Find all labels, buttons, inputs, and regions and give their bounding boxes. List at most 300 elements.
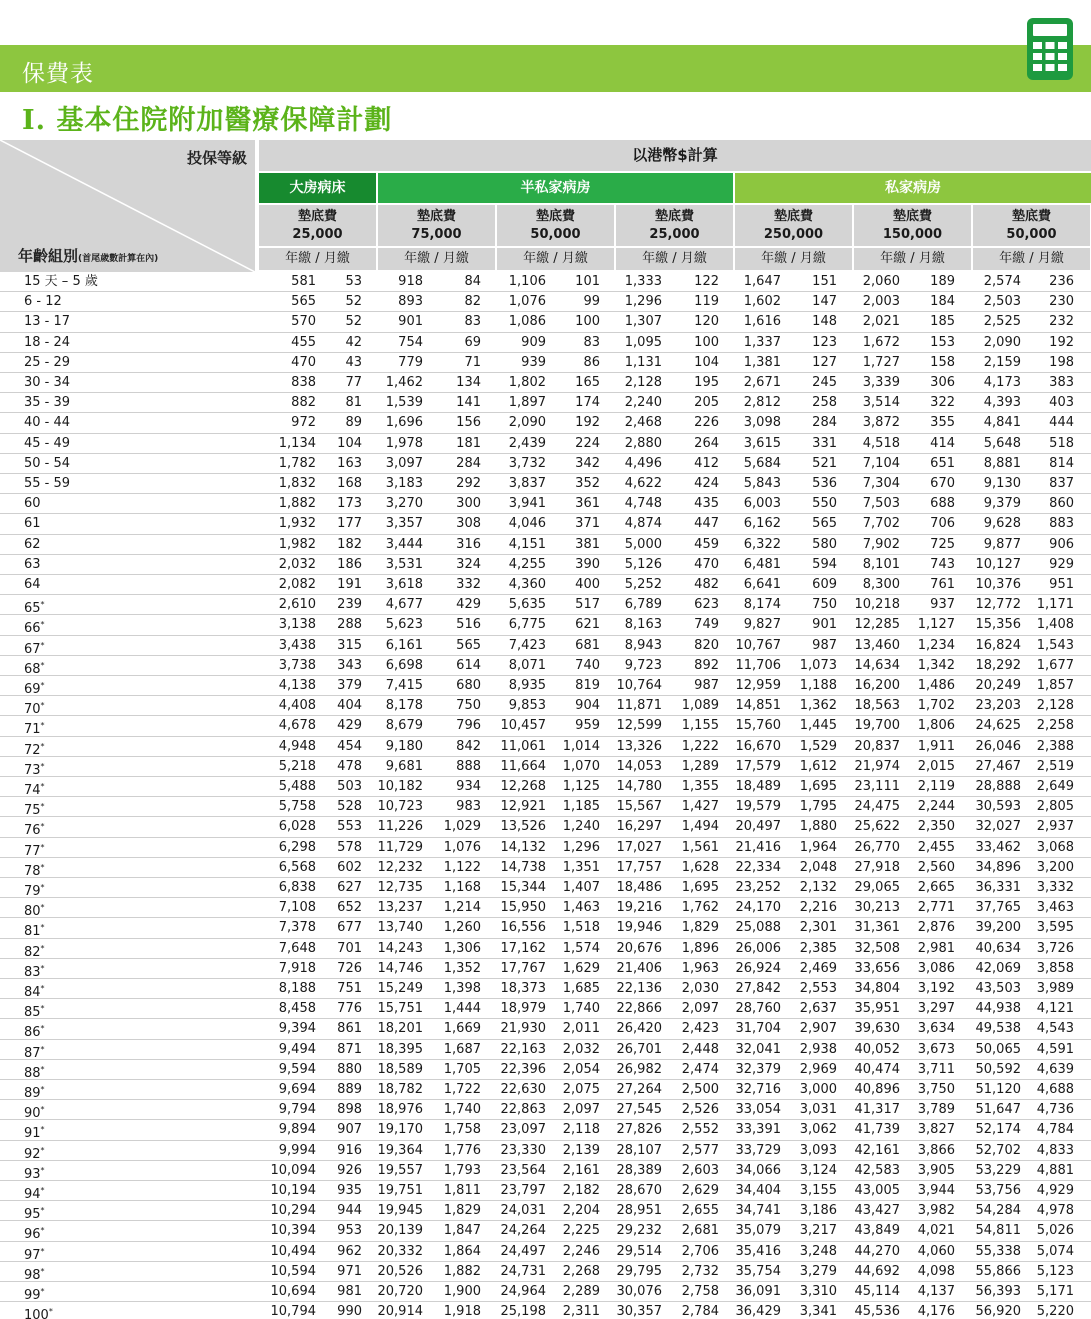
monthly-premium-cell: 670 [930, 476, 955, 491]
age-label: 90 [24, 1106, 41, 1122]
age-label: 82 [24, 944, 41, 960]
age-label: 6 - 12 [24, 294, 62, 310]
annual-premium-cell: 10,294 [270, 1203, 316, 1219]
annual-premium-cell: 33,656 [854, 960, 900, 976]
annual-premium-cell: 42,583 [854, 1162, 900, 1178]
monthly-premium-cell: 119 [694, 294, 719, 310]
monthly-premium-cell: 3,463 [1036, 900, 1074, 916]
monthly-premium-cell: 1,722 [443, 1082, 481, 1097]
monthly-premium-cell: 2,311 [562, 1304, 600, 1319]
annual-premium-cell: 32,716 [735, 1082, 781, 1097]
monthly-premium-cell: 2,474 [681, 1061, 719, 1077]
annual-premium-cell: 27,842 [735, 981, 781, 996]
age-label: 80 [24, 904, 41, 920]
age-footnote-mark: * [40, 862, 45, 872]
age-footnote-mark: * [40, 1125, 45, 1135]
deductible-header [735, 205, 852, 246]
annual-premium-cell: 52,702 [975, 1142, 1021, 1158]
monthly-premium-cell: 134 [456, 375, 481, 390]
monthly-premium-cell: 2,629 [681, 1183, 719, 1198]
annual-premium-cell: 8,163 [624, 617, 662, 633]
annual-premium-cell: 9,853 [508, 698, 546, 714]
annual-premium-cell: 28,888 [975, 779, 1021, 794]
annual-premium-cell: 27,545 [616, 1102, 662, 1118]
annual-premium-cell: 32,027 [975, 819, 1021, 835]
annual-premium-cell: 30,593 [975, 799, 1021, 815]
annual-premium-cell: 28,389 [616, 1162, 662, 1178]
monthly-premium-cell: 1,677 [1036, 657, 1074, 673]
annual-premium-cell: 16,556 [500, 920, 546, 936]
annual-premium-cell: 1,647 [743, 274, 781, 289]
monthly-premium-cell: 2,097 [562, 1102, 600, 1118]
annual-premium-cell: 10,394 [270, 1223, 316, 1239]
annual-premium-cell: 4,046 [508, 516, 546, 532]
annual-premium-cell: 2,003 [862, 294, 900, 310]
annual-premium-cell: 24,031 [500, 1203, 546, 1219]
age-footnote-mark: * [40, 923, 45, 933]
annual-premium-cell: 25,088 [735, 920, 781, 936]
table-row [0, 1282, 1091, 1302]
monthly-premium-cell: 2,981 [917, 940, 955, 956]
annual-premium-cell: 5,252 [624, 577, 662, 592]
monthly-premium-cell: 3,634 [917, 1021, 955, 1037]
monthly-premium-cell: 2,118 [562, 1122, 600, 1138]
annual-premium-cell: 35,079 [735, 1223, 781, 1239]
annual-premium-cell: 7,108 [278, 900, 316, 916]
age-label: 86 [24, 1025, 41, 1041]
annual-premium-cell: 20,249 [975, 678, 1021, 693]
plan-name: 基本住院附加醫療保障計劃 [56, 105, 393, 136]
monthly-premium-cell: 122 [694, 274, 719, 289]
monthly-premium-cell: 871 [337, 1041, 362, 1057]
annual-premium-cell: 1,672 [862, 334, 900, 350]
annual-premium-cell: 9,379 [983, 496, 1021, 512]
monthly-premium-cell: 3,062 [799, 1122, 837, 1138]
annual-premium-cell: 7,902 [862, 536, 900, 552]
monthly-premium-cell: 1,070 [562, 758, 600, 774]
annual-premium-cell: 42,069 [975, 960, 1021, 976]
deductible-header [854, 205, 971, 246]
age-label: 50 - 54 [24, 455, 71, 471]
monthly-premium-cell: 3,789 [917, 1102, 955, 1118]
annual-premium-cell: 6,775 [508, 617, 546, 633]
monthly-premium-cell: 1,918 [443, 1304, 481, 1319]
deductible-amount: 25,000 [292, 227, 343, 242]
monthly-premium-cell: 2,907 [799, 1021, 837, 1037]
monthly-premium-cell: 470 [694, 556, 719, 572]
annual-premium-cell: 33,054 [735, 1102, 781, 1118]
table-row [0, 292, 1091, 312]
age-group-cell [24, 535, 41, 554]
monthly-premium-cell: 284 [456, 455, 481, 471]
annual-premium-cell: 55,866 [975, 1263, 1021, 1279]
annual-premium-cell: 5,648 [983, 435, 1021, 451]
annual-premium-cell: 34,741 [735, 1203, 781, 1219]
monthly-premium-cell: 1,695 [681, 880, 719, 895]
annual-premium-cell: 2,525 [983, 314, 1021, 330]
monthly-premium-cell: 2,423 [681, 1021, 719, 1037]
age-footnote-mark: * [40, 1085, 45, 1094]
annual-premium-cell: 2,240 [624, 395, 662, 411]
annual-premium-cell: 28,951 [616, 1203, 662, 1219]
monthly-premium-cell: 837 [1049, 476, 1074, 491]
annual-premium-cell: 11,226 [377, 819, 423, 835]
table-row [0, 615, 1091, 635]
monthly-premium-cell: 959 [575, 718, 600, 734]
monthly-premium-cell: 2,204 [562, 1203, 600, 1219]
annual-premium-cell: 50,065 [975, 1041, 1021, 1057]
monthly-premium-cell: 181 [456, 435, 481, 451]
annual-premium-cell: 4,173 [983, 375, 1021, 390]
monthly-premium-cell: 517 [575, 597, 600, 613]
annual-premium-cell: 13,460 [854, 637, 900, 653]
annual-premium-cell: 10,218 [854, 597, 900, 613]
monthly-premium-cell: 904 [575, 698, 600, 714]
monthly-premium-cell: 2,603 [681, 1162, 719, 1178]
annual-premium-cell: 10,194 [270, 1183, 316, 1198]
monthly-premium-cell: 104 [337, 435, 362, 451]
annual-premium-cell: 754 [398, 334, 423, 350]
annual-premium-cell: 16,200 [854, 678, 900, 693]
annual-premium-cell: 11,706 [735, 657, 781, 673]
annual-premium-cell: 24,731 [500, 1263, 546, 1279]
monthly-premium-cell: 516 [456, 617, 481, 633]
annual-premium-cell: 12,599 [616, 718, 662, 734]
category-ward: 大房病床 [259, 173, 376, 203]
age-footnote-mark: * [40, 640, 45, 650]
age-label: 100 [24, 1308, 49, 1319]
monthly-premium-cell: 2,246 [562, 1243, 600, 1259]
annual-premium-cell: 23,111 [854, 779, 900, 794]
age-group-cell [24, 514, 41, 533]
monthly-premium-cell: 750 [456, 698, 481, 714]
annual-premium-cell: 901 [398, 314, 423, 330]
table-row [0, 1201, 1091, 1221]
annual-premium-cell: 15,249 [377, 981, 423, 996]
annual-premium-cell: 34,404 [735, 1183, 781, 1198]
age-label: 25 - 29 [24, 354, 71, 370]
monthly-premium-cell: 308 [456, 516, 481, 532]
monthly-premium-cell: 5,026 [1036, 1223, 1074, 1239]
monthly-premium-cell: 4,833 [1036, 1142, 1074, 1158]
monthly-premium-cell: 5,220 [1036, 1304, 1074, 1319]
annual-premium-cell: 18,976 [377, 1102, 423, 1118]
monthly-premium-cell: 429 [337, 718, 362, 734]
age-label: 70 [24, 702, 41, 718]
monthly-premium-cell: 459 [694, 536, 719, 552]
monthly-premium-cell: 2,969 [799, 1061, 837, 1077]
monthly-premium-cell: 521 [812, 455, 837, 471]
annual-premium-cell: 4,255 [508, 556, 546, 572]
monthly-premium-cell: 77 [345, 375, 362, 390]
annual-premium-cell: 8,174 [743, 597, 781, 613]
annual-premium-cell: 838 [291, 375, 316, 390]
corner-cell [0, 140, 255, 272]
monthly-premium-cell: 4,121 [1036, 1001, 1074, 1017]
age-group-cell [24, 1302, 53, 1319]
annual-premium-cell: 3,357 [385, 516, 423, 532]
monthly-premium-cell: 4,591 [1036, 1041, 1074, 1057]
monthly-premium-cell: 888 [456, 758, 481, 774]
annual-premium-cell: 10,694 [270, 1284, 316, 1299]
annual-premium-cell: 39,200 [975, 920, 1021, 936]
monthly-premium-cell: 482 [694, 577, 719, 592]
annual-premium-cell: 882 [291, 395, 316, 411]
age-label: 65 [24, 601, 41, 617]
monthly-premium-cell: 2,526 [681, 1102, 719, 1118]
monthly-premium-cell: 1,407 [562, 880, 600, 895]
age-footnote-mark: * [40, 741, 45, 751]
table-row [0, 535, 1091, 555]
annual-premium-cell: 9,794 [278, 1102, 316, 1118]
age-label: 40 - 44 [24, 415, 71, 431]
monthly-premium-cell: 424 [694, 476, 719, 491]
age-footnote-mark: * [40, 883, 45, 892]
annual-premium-cell: 13,237 [377, 900, 423, 916]
monthly-premium-cell: 953 [337, 1223, 362, 1239]
monthly-premium-cell: 1,260 [443, 920, 481, 936]
age-label: 84 [24, 985, 41, 1000]
annual-premium-cell: 15,760 [735, 718, 781, 734]
annual-premium-cell: 18,782 [377, 1082, 423, 1097]
annual-premium-cell: 4,948 [278, 738, 316, 754]
monthly-premium-cell: 1,882 [443, 1263, 481, 1279]
monthly-premium-cell: 2,552 [681, 1122, 719, 1138]
table-row [0, 656, 1091, 676]
annual-premium-cell: 8,101 [862, 556, 900, 572]
annual-premium-cell: 6,641 [743, 577, 781, 592]
annual-premium-cell: 18,589 [377, 1061, 423, 1077]
annual-premium-cell: 27,264 [616, 1082, 662, 1097]
age-group-cell [24, 555, 41, 574]
age-label: 18 - 24 [24, 334, 71, 350]
monthly-premium-cell: 226 [694, 415, 719, 431]
age-label: 30 - 34 [24, 375, 71, 390]
annual-premium-cell: 12,959 [735, 678, 781, 693]
table-row [0, 838, 1091, 858]
monthly-premium-cell: 1,296 [562, 839, 600, 855]
table-row [0, 817, 1091, 837]
annual-premium-cell: 1,381 [743, 354, 781, 370]
age-footnote-mark: * [40, 701, 45, 711]
monthly-premium-cell: 1,089 [681, 698, 719, 714]
monthly-premium-cell: 3,200 [1036, 859, 1074, 875]
table-row [0, 696, 1091, 716]
monthly-premium-cell: 987 [694, 678, 719, 693]
monthly-premium-cell: 553 [337, 819, 362, 835]
annual-premium-cell: 27,826 [616, 1122, 662, 1138]
age-footnote-mark: * [40, 681, 45, 690]
monthly-premium-cell: 2,216 [799, 900, 837, 916]
monthly-premium-cell: 1,171 [1036, 597, 1074, 613]
monthly-premium-cell: 239 [337, 597, 362, 613]
monthly-premium-cell: 1,574 [562, 940, 600, 956]
age-label: 95 [24, 1207, 41, 1223]
annual-premium-cell: 19,945 [377, 1203, 423, 1219]
monthly-premium-cell: 677 [337, 920, 362, 936]
monthly-premium-cell: 503 [337, 779, 362, 794]
age-group-cell [24, 353, 70, 372]
annual-premium-cell: 3,438 [278, 637, 316, 653]
annual-premium-cell: 6,481 [743, 556, 781, 572]
annual-premium-cell: 10,794 [270, 1304, 316, 1319]
table-row [0, 1120, 1091, 1140]
annual-premium-cell: 4,678 [278, 718, 316, 734]
annual-premium-cell: 1,978 [385, 435, 423, 451]
monthly-premium-cell: 4,639 [1036, 1061, 1074, 1077]
annual-premium-cell: 4,677 [385, 597, 423, 613]
deductible-header [378, 205, 495, 246]
monthly-premium-cell: 1,795 [799, 799, 837, 815]
monthly-premium-cell: 1,847 [443, 1223, 481, 1239]
annual-premium-cell: 1,727 [862, 354, 900, 370]
table-row [0, 858, 1091, 878]
monthly-premium-cell: 435 [694, 496, 719, 512]
annual-premium-cell: 24,497 [500, 1243, 546, 1259]
monthly-premium-cell: 944 [337, 1203, 362, 1219]
age-footnote-mark: * [40, 600, 45, 610]
payment-mode-header: 年繳 / 月繳 [973, 248, 1090, 270]
monthly-premium-cell: 1,214 [443, 900, 481, 916]
monthly-premium-cell: 3,982 [917, 1203, 955, 1219]
annual-premium-cell: 18,201 [377, 1021, 423, 1037]
annual-premium-cell: 26,046 [975, 738, 1021, 754]
monthly-premium-cell: 82 [464, 294, 481, 310]
plan-numeral: I. [22, 105, 47, 136]
monthly-premium-cell: 1,188 [799, 678, 837, 693]
annual-premium-cell: 12,735 [377, 880, 423, 895]
monthly-premium-cell: 412 [694, 455, 719, 471]
annual-premium-cell: 8,881 [983, 455, 1021, 471]
annual-premium-cell: 49,538 [975, 1021, 1021, 1037]
annual-premium-cell: 29,514 [616, 1243, 662, 1259]
monthly-premium-cell: 1,740 [562, 1001, 600, 1017]
annual-premium-cell: 1,897 [508, 395, 546, 411]
monthly-premium-cell: 316 [456, 536, 481, 552]
age-group-cell [24, 474, 70, 493]
table-row [0, 494, 1091, 514]
monthly-premium-cell: 820 [694, 637, 719, 653]
calculator-icon[interactable] [1027, 18, 1073, 80]
corner-top-label: 投保等級 [186, 149, 247, 167]
age-label: 64 [24, 577, 41, 592]
monthly-premium-cell: 926 [337, 1162, 362, 1178]
annual-premium-cell: 26,420 [616, 1021, 662, 1037]
monthly-premium-cell: 1,029 [443, 819, 481, 835]
monthly-premium-cell: 1,234 [917, 637, 955, 653]
monthly-premium-cell: 3,093 [799, 1142, 837, 1158]
annual-premium-cell: 1,782 [278, 455, 316, 471]
annual-premium-cell: 32,508 [854, 940, 900, 956]
annual-premium-cell: 50,592 [975, 1061, 1021, 1077]
annual-premium-cell: 45,536 [854, 1304, 900, 1319]
monthly-premium-cell: 151 [812, 274, 837, 289]
annual-premium-cell: 41,739 [854, 1122, 900, 1138]
monthly-premium-cell: 983 [456, 799, 481, 815]
annual-premium-cell: 9,180 [385, 738, 423, 754]
annual-premium-cell: 42,161 [854, 1142, 900, 1158]
annual-premium-cell: 29,795 [616, 1263, 662, 1279]
annual-premium-cell: 5,218 [278, 758, 316, 774]
monthly-premium-cell: 3,905 [917, 1162, 955, 1178]
annual-premium-cell: 12,772 [975, 597, 1021, 613]
annual-premium-cell: 19,557 [377, 1162, 423, 1178]
table-row [0, 636, 1091, 656]
annual-premium-cell: 26,701 [616, 1041, 662, 1057]
monthly-premium-cell: 906 [1049, 536, 1074, 552]
table-row [0, 898, 1091, 918]
monthly-premium-cell: 2,655 [681, 1203, 719, 1219]
annual-premium-cell: 33,729 [735, 1142, 781, 1158]
annual-premium-cell: 24,475 [854, 799, 900, 815]
annual-premium-cell: 23,097 [500, 1122, 546, 1138]
table-row [0, 757, 1091, 777]
annual-premium-cell: 6,698 [385, 657, 423, 673]
annual-premium-cell: 3,837 [508, 476, 546, 491]
monthly-premium-cell: 2,132 [799, 880, 837, 895]
monthly-premium-cell: 776 [337, 1001, 362, 1017]
annual-premium-cell: 8,458 [278, 1001, 316, 1017]
monthly-premium-cell: 907 [337, 1122, 362, 1138]
annual-premium-cell: 35,754 [735, 1263, 781, 1279]
annual-premium-cell: 3,732 [508, 455, 546, 471]
monthly-premium-cell: 743 [930, 556, 955, 572]
annual-premium-cell: 1,462 [385, 375, 423, 390]
annual-premium-cell: 3,138 [278, 617, 316, 633]
monthly-premium-cell: 168 [337, 476, 362, 491]
monthly-premium-cell: 1,669 [443, 1021, 481, 1037]
table-row [0, 555, 1091, 575]
annual-premium-cell: 2,159 [983, 354, 1021, 370]
monthly-premium-cell: 245 [812, 375, 837, 390]
age-footnote-mark: * [40, 1024, 45, 1034]
monthly-premium-cell: 147 [812, 294, 837, 310]
annual-premium-cell: 11,729 [377, 839, 423, 855]
annual-premium-cell: 939 [521, 354, 546, 370]
monthly-premium-cell: 236 [1049, 274, 1074, 289]
annual-premium-cell: 54,284 [975, 1203, 1021, 1219]
monthly-premium-cell: 3,279 [799, 1263, 837, 1279]
payment-mode-header: 年繳 / 月繳 [735, 248, 852, 270]
monthly-premium-cell: 1,222 [681, 738, 719, 754]
annual-premium-cell: 1,802 [508, 375, 546, 390]
annual-premium-cell: 26,006 [735, 940, 781, 956]
annual-premium-cell: 1,337 [743, 334, 781, 350]
monthly-premium-cell: 185 [930, 314, 955, 330]
age-label: 69 [24, 682, 41, 697]
monthly-premium-cell: 740 [575, 657, 600, 673]
annual-premium-cell: 6,322 [743, 536, 781, 552]
table-row [0, 1302, 1091, 1319]
monthly-premium-cell: 934 [456, 779, 481, 794]
annual-premium-cell: 26,982 [616, 1061, 662, 1077]
age-label: 98 [24, 1267, 41, 1283]
annual-premium-cell: 2,671 [743, 375, 781, 390]
deductible-amount: 75,000 [411, 227, 462, 242]
monthly-premium-cell: 1,762 [681, 900, 719, 916]
annual-premium-cell: 4,408 [278, 698, 316, 714]
payment-mode-header: 年繳 / 月繳 [854, 248, 971, 270]
annual-premium-cell: 4,496 [624, 455, 662, 471]
age-group-note: (首尾歲數計算在內) [78, 254, 159, 264]
annual-premium-cell: 23,797 [500, 1183, 546, 1198]
corner-bottom-label [18, 245, 158, 266]
category-private: 私家病房 [735, 173, 1091, 203]
monthly-premium-cell: 100 [575, 314, 600, 330]
monthly-premium-cell: 173 [337, 496, 362, 512]
monthly-premium-cell: 4,021 [917, 1223, 955, 1239]
monthly-premium-cell: 652 [337, 900, 362, 916]
